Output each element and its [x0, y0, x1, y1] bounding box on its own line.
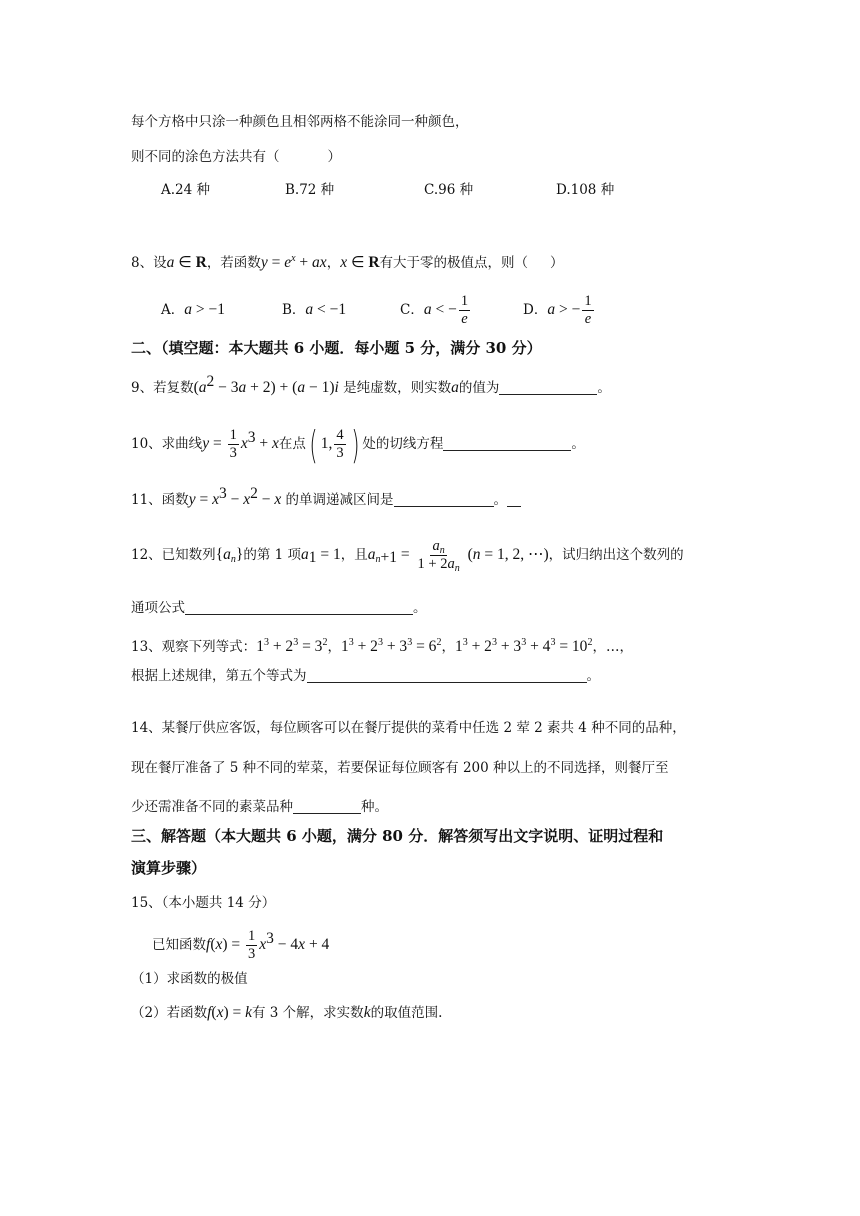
q15-part1: （1）求函数的极值	[131, 971, 248, 987]
q10-text1: 在点	[278, 436, 306, 452]
q7-option-b: B.72 种	[285, 182, 335, 198]
q12-line2-text: 通项公式	[131, 600, 185, 616]
q13-answer-blank[interactable]	[307, 668, 587, 683]
q14-line3	[131, 797, 388, 817]
q13-line2-text: 根据上述规律，第五个等式为	[131, 668, 307, 684]
q13-stem: 13、观察下列等式：$1^3 + 2^3 = 3^2$，$1^3 + 2^3 + 3^3 = 6^2$，$1^3 + 2^3 + 3^3 + 4^3 = 10^2$，…，	[131, 637, 633, 655]
q11-answer-blank[interactable]	[394, 492, 494, 507]
q7-option-a: A.24 种	[161, 182, 211, 198]
q9-answer-blank[interactable]	[499, 380, 597, 395]
q12-answer-blank[interactable]	[185, 600, 413, 615]
q11-stem: 11、函数$y = x^3 - x^2 - x$ 的单调递减区间是 。	[131, 490, 521, 510]
q15-part2-text-b: 有 3 个解，求实数	[252, 1005, 364, 1021]
q8-number: 8、设	[131, 255, 167, 271]
q13-ellipsis: …，	[605, 639, 633, 655]
q15-given: 已知函数f(x) = $\frac{1}{3}$ $x^3 - 4x + 4$	[152, 928, 330, 962]
section3-title-line2: 演算步骤）	[131, 859, 207, 877]
q8-option-c-label: C．	[400, 302, 424, 318]
q12-end: 。	[413, 600, 427, 616]
q11-text: 11、函数	[131, 492, 189, 508]
q13-text: 13、观察下列等式：	[131, 639, 257, 655]
q10-text2: 处的切线方程	[362, 436, 444, 452]
q11-text1: 的单调递减区间是	[285, 492, 394, 508]
q9-stem: 9、若复数$(a^2 - 3a + 2) + (a - 1)i$ 是纯虚数，则实数a的值为 。	[131, 373, 611, 396]
q14-line1: 14、某餐厅供应客饭，每位顾客可以在餐厅提供的菜肴中任选 2 荤 2 素共 4 种不同的品种，	[131, 720, 686, 736]
q15-part2-text-a: （2）若函数	[131, 1005, 208, 1021]
q12-text3: ，试归纳出这个数列的	[548, 547, 684, 563]
q7-line2	[131, 147, 341, 167]
q8-option-a-label: A．	[161, 302, 185, 318]
q8-option-b-label: B．	[282, 302, 306, 318]
q15-part2-text-c: 的取值范围.	[370, 1005, 443, 1021]
q10-stem: 10、求曲线y = $\frac{1}{3}$ $x^3 + x$在点( 1, $\frac{4}{3}$ ) 处的切线方程 。	[131, 422, 585, 467]
q15-given-text: 已知函数	[152, 937, 206, 953]
q7-line2-text: 则不同的涂色方法共有（	[131, 149, 280, 165]
q12-text: 12、已知数列	[131, 547, 216, 563]
q14-end: 种。	[361, 799, 388, 815]
q7-option-c: C.96 种	[424, 182, 474, 198]
q10-answer-blank[interactable]	[443, 436, 571, 451]
q7-option-d: D.108 种	[556, 182, 615, 198]
q9-text2: 的值为	[458, 380, 500, 396]
q12-line2	[131, 598, 427, 618]
q8-text2: 有大于零的极值点，则（	[379, 255, 529, 271]
q12-text1: 的第 1 项	[243, 547, 302, 563]
q8-option-d-label: D．	[523, 302, 548, 318]
q14-line2: 现在餐厅准备了 5 种不同的荤菜，若要保证每位顾客有 200 种以上的不同选择，则餐厅至	[131, 760, 669, 776]
q10-end: 。	[571, 436, 585, 452]
q14-answer-blank[interactable]	[293, 799, 361, 814]
q12-stem: 12、已知数列$\{a_n\}$的第 1 项$a_1 = 1$，且$a_{n+1}$ = $\frac{a_n}{1 + 2a_n}$ (n = 1, 2, ⋯)，试归纳出这个数列的	[131, 538, 684, 574]
q8-close-paren: ）	[550, 255, 564, 271]
q8-option-a: A．a > −1	[161, 301, 225, 318]
q14-line3-text: 少还需准备不同的素菜品种	[131, 799, 293, 815]
q12-text2: ，且	[340, 547, 368, 563]
q8-option-b: B．a < −1	[282, 301, 347, 318]
q7-close-paren: ）	[327, 149, 341, 165]
section2-title: 二、（填空题：本大题共 6 小题．每小题 5 分，满分 30 分）	[131, 339, 542, 357]
q9-text: 9、若复数	[131, 380, 194, 396]
q8-option-c: C．a < − $\frac{1}{e}$	[400, 293, 469, 327]
section3-title-line1: 三、解答题（本大题共 6 小题，满分 80 分．解答须写出文字说明、证明过程和	[131, 827, 664, 845]
q8-stem: 8、设a ∈ R，若函数$y = e^x$ + ax，x ∈ R有大于零的极值点，则（ ）	[131, 253, 564, 271]
q11-end: 。	[493, 492, 508, 508]
q13-end: 。	[586, 668, 600, 684]
q9-end: 。	[597, 380, 611, 396]
q8-text1: ，若函数	[206, 255, 261, 271]
q10-text: 10、求曲线	[131, 436, 203, 452]
q15-header: 15、（本小题共 14 分）	[131, 895, 276, 911]
q15-part2: （2）若函数f(x) = k有 3 个解，求实数k的取值范围.	[131, 1004, 443, 1021]
q8-option-d: D．a > − $\frac{1}{e}$	[523, 293, 592, 327]
q7-line1: 每个方格中只涂一种颜色且相邻两格不能涂同一种颜色，	[131, 114, 469, 130]
q13-line2	[131, 666, 600, 686]
q9-text1: 是纯虚数，则实数	[343, 380, 452, 396]
